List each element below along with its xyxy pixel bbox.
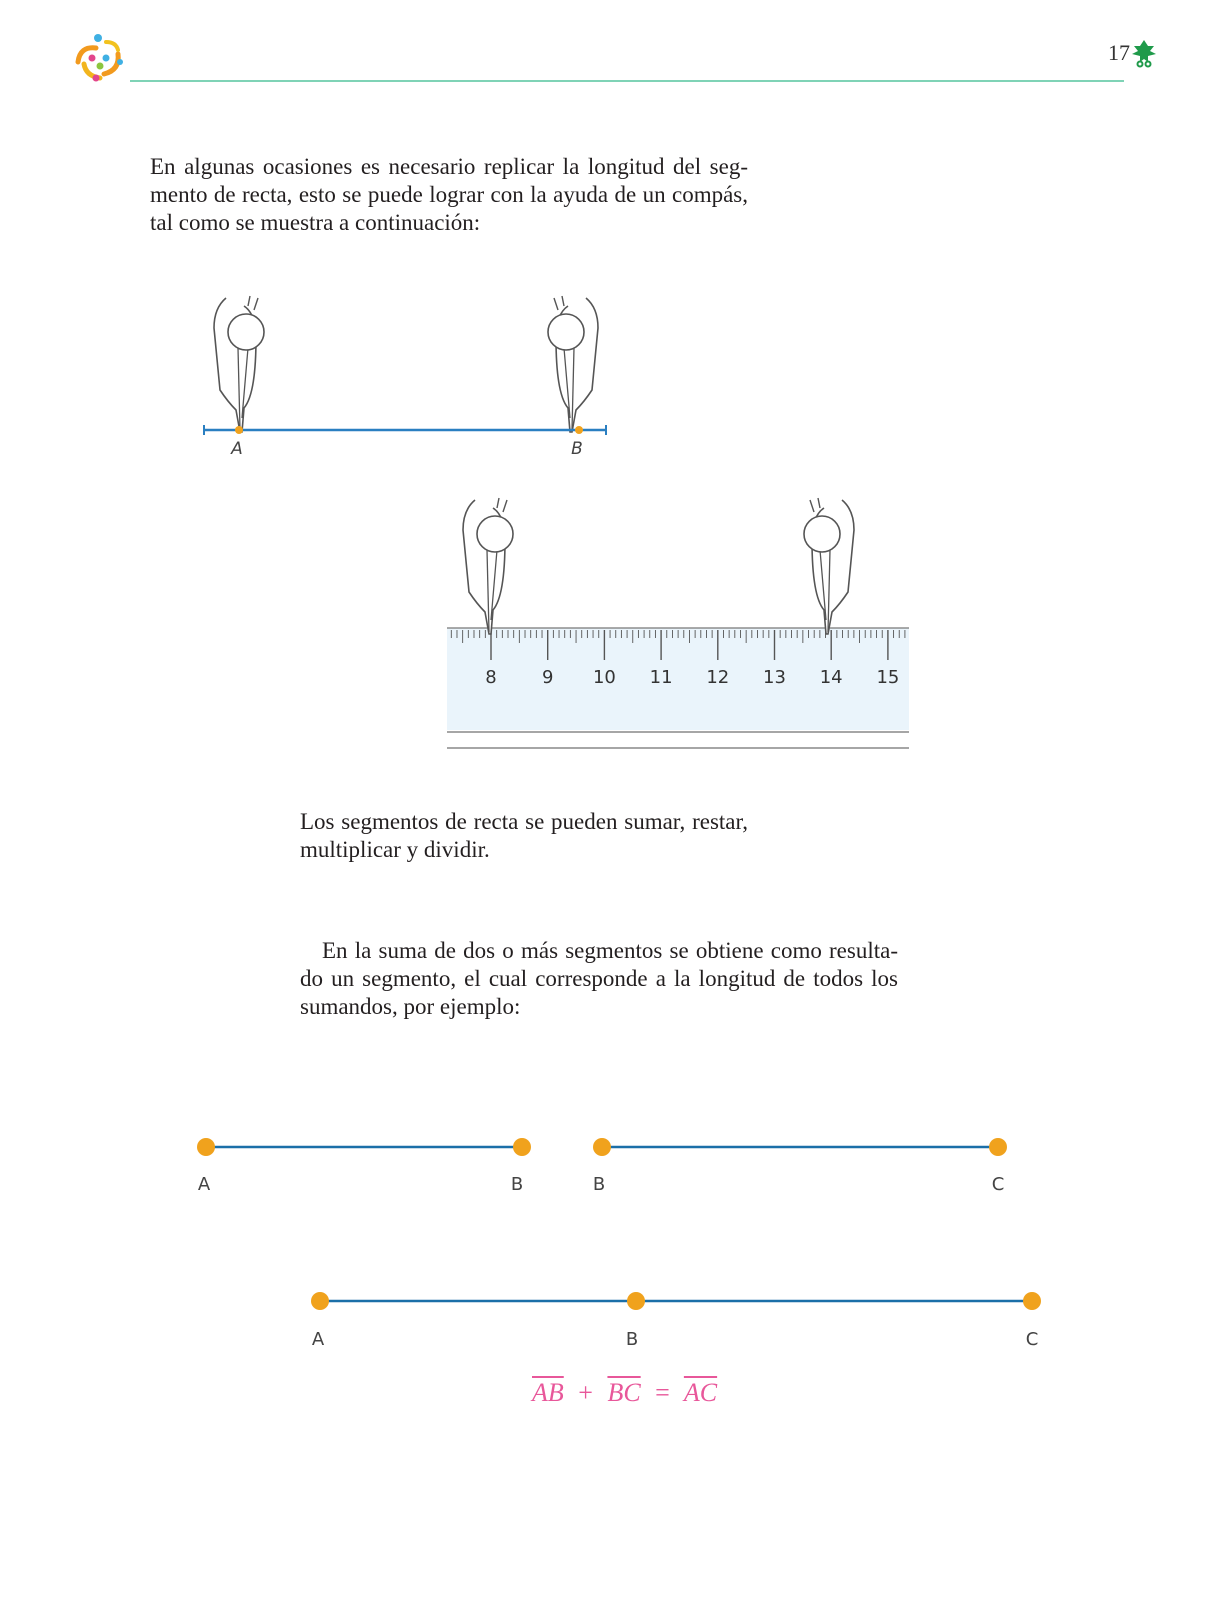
point-dot xyxy=(311,1292,329,1310)
ruler-tick-label: 10 xyxy=(592,667,616,688)
point-b-label: B xyxy=(571,439,583,459)
compass-illustration xyxy=(548,296,598,432)
segment-notation: $\overline{AB}$ xyxy=(532,1378,564,1407)
point-dot xyxy=(513,1138,531,1156)
point-label: A xyxy=(197,1174,211,1195)
compass-illustration xyxy=(463,498,513,634)
text-line: sumandos, por ejemplo: xyxy=(300,994,521,1019)
text-line: multiplicar y dividir. xyxy=(300,837,490,862)
point-dot xyxy=(1023,1292,1041,1310)
point-a-dot xyxy=(235,426,243,434)
compass-illustration xyxy=(214,296,264,432)
equals-sign: = xyxy=(655,1378,670,1407)
ruler-tick-label: 14 xyxy=(819,667,843,688)
green-tree-figure-icon xyxy=(1130,38,1158,70)
logo xyxy=(70,32,126,84)
text-line: tal como se muestra a continuación: xyxy=(150,210,481,235)
point-label: A xyxy=(311,1329,325,1350)
text-line: do un segmento, el cual corresponde a la longitud de todos los xyxy=(300,966,898,991)
compass-illustration xyxy=(804,498,854,634)
point-a-label: A xyxy=(231,439,243,459)
point-label: C xyxy=(1025,1329,1039,1350)
intro-paragraph xyxy=(150,153,748,237)
point-dot xyxy=(593,1138,611,1156)
segment-notation: $\overline{BC}$ xyxy=(607,1378,641,1407)
point-b-dot xyxy=(575,426,583,434)
text-line: mento de recta, esto se puede lograr con la ayuda de un compás, xyxy=(150,182,748,207)
header-rule xyxy=(130,80,1124,82)
compass-segment-figure xyxy=(190,290,620,470)
text-line: Los segmentos de recta se pueden sumar, restar, xyxy=(300,809,748,834)
plus-sign: + xyxy=(578,1378,593,1407)
operations-paragraph xyxy=(300,808,748,864)
sum-equation xyxy=(532,1378,717,1408)
point-label: B xyxy=(592,1174,606,1195)
point-label: C xyxy=(991,1174,1005,1195)
text-line: En algunas ocasiones es necesario replicar la longitud del seg- xyxy=(150,154,748,179)
page-number: 17 xyxy=(1108,40,1130,65)
point-dot xyxy=(197,1138,215,1156)
ruler-tick-label: 9 xyxy=(541,667,554,688)
point-dot xyxy=(627,1292,645,1310)
corner-emblem xyxy=(1130,38,1158,70)
point-label: B xyxy=(510,1174,524,1195)
segment-notation: $\overline{AC}$ xyxy=(683,1378,718,1407)
colorful-dots-logo-icon xyxy=(70,32,126,84)
ruler-tick-label: 11 xyxy=(649,667,673,688)
ruler-tick-label: 8 xyxy=(485,667,497,688)
point-label: B xyxy=(625,1329,639,1350)
compass-ruler-figure xyxy=(445,490,920,760)
point-dot xyxy=(989,1138,1007,1156)
text-line: En la suma de dos o más segmentos se obtiene como resulta- xyxy=(322,938,898,963)
ruler-tick-label: 12 xyxy=(706,667,730,688)
ruler-tick-label: 13 xyxy=(763,667,786,688)
ruler-tick-label: 15 xyxy=(876,667,900,688)
sum-paragraph xyxy=(300,937,898,1021)
